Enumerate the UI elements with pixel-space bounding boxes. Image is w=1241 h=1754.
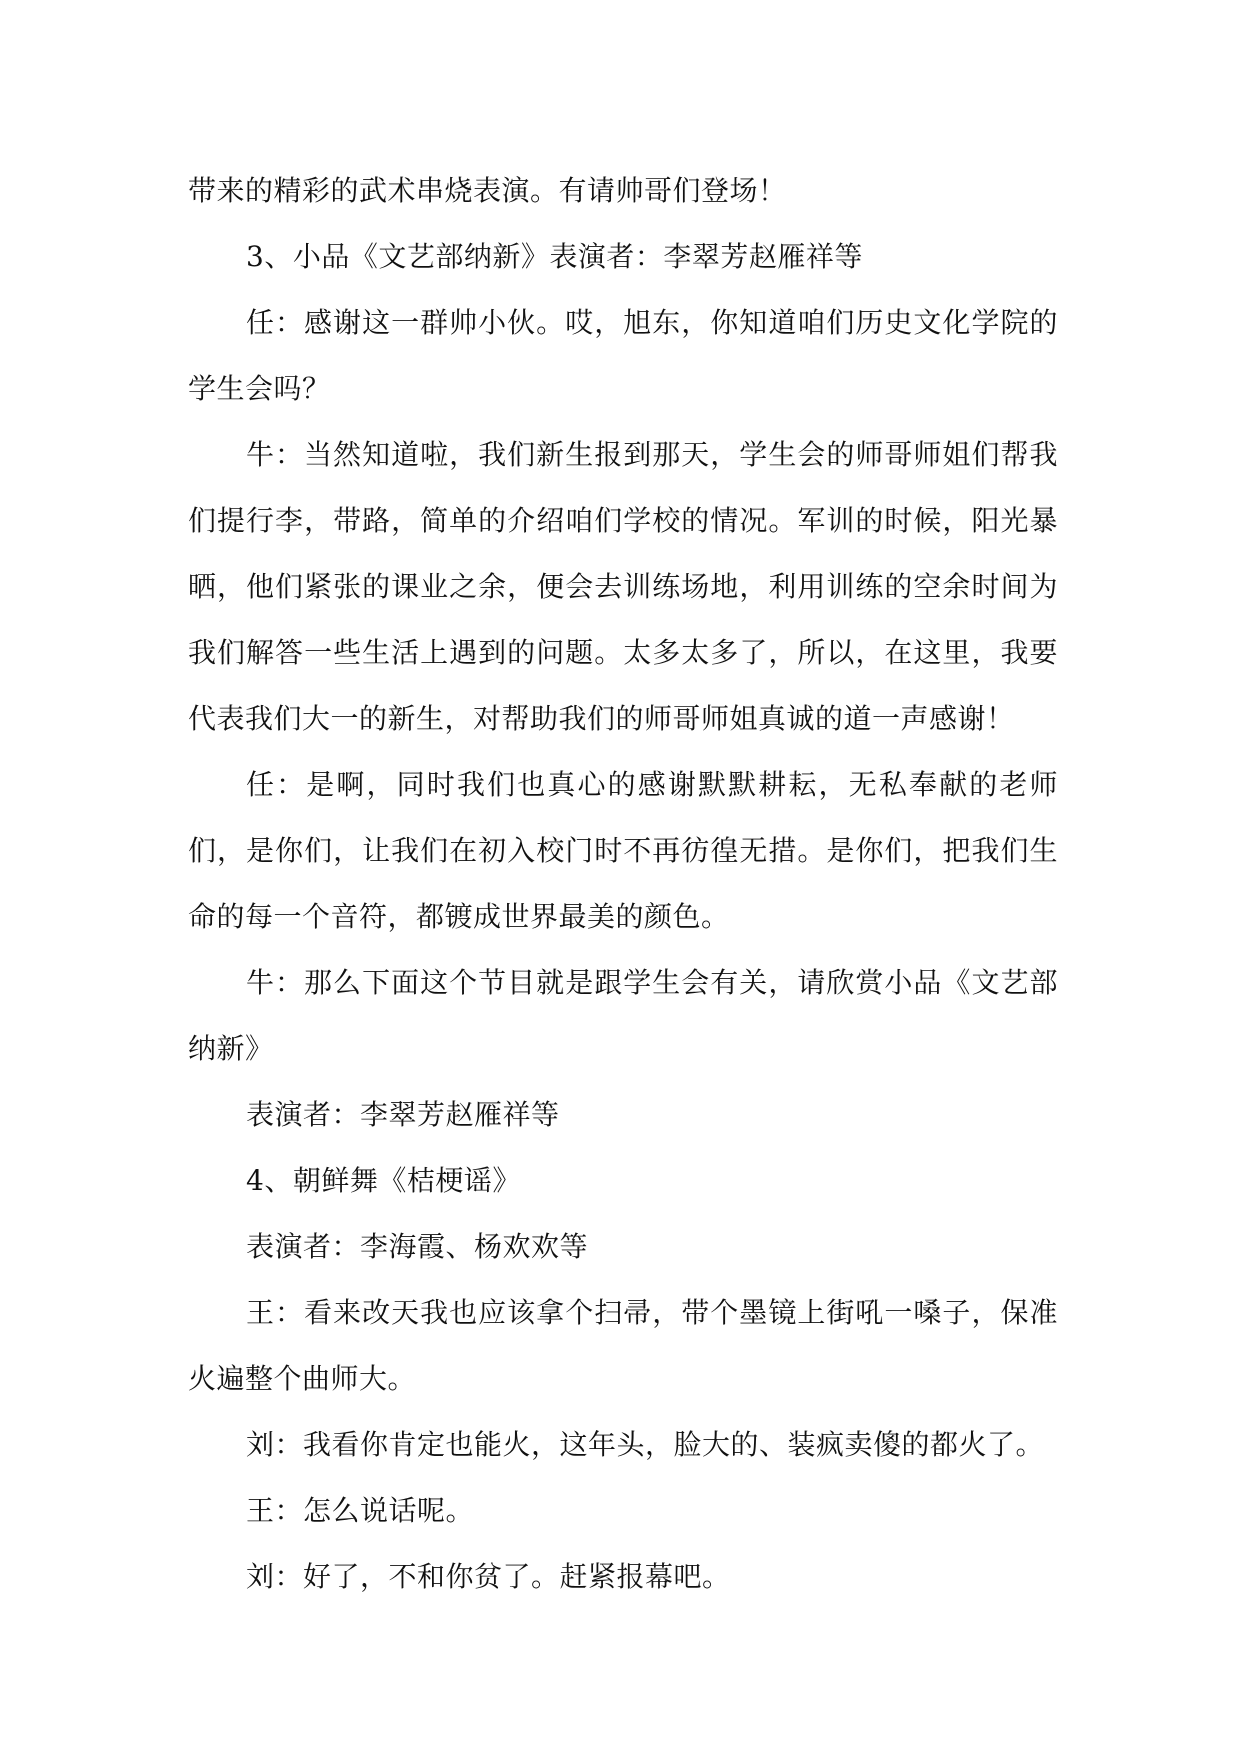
- paragraph-dialogue-wang-1: 王：看来改天我也应该拿个扫帚，带个墨镜上街吼一嗓子，保准火遍整个曲师大。: [188, 1296, 1058, 1395]
- paragraph-dialogue-ren-1: 任：感谢这一群帅小伙。哎，旭东，你知道咱们历史文化学院的学生会吗？: [188, 306, 1058, 405]
- paragraph-dialogue-liu-1: 刘：我看你肯定也能火，这年头，脸大的、装疯卖傻的都火了。: [246, 1428, 1045, 1461]
- paragraph-program-4: 4、朝鲜舞《桔梗谣》: [246, 1164, 521, 1197]
- document-body: [188, 158, 1058, 1610]
- paragraph-continuation: 带来的精彩的武术串烧表演。有请帅哥们登场！: [188, 174, 787, 207]
- paragraph-program-3: 3、小品《文艺部纳新》表演者：李翠芳赵雁祥等: [246, 240, 863, 273]
- paragraph-performers-2: 表演者：李海霞、杨欢欢等: [246, 1230, 589, 1263]
- paragraph-dialogue-wang-2: 王：怎么说话呢。: [246, 1494, 475, 1527]
- paragraph-dialogue-ren-2: 任：是啊，同时我们也真心的感谢默默耕耘，无私奉献的老师们，是你们，让我们在初入校门时不再彷徨无措。是你们，把我们生命的每一个音符，都镀成世界最美的颜色。: [188, 768, 1058, 933]
- paragraph-performers-1: 表演者：李翠芳赵雁祥等: [246, 1098, 560, 1131]
- paragraph-dialogue-liu-2: 刘：好了，不和你贫了。赶紧报幕吧。: [246, 1560, 731, 1593]
- paragraph-dialogue-niu-2: 牛：那么下面这个节目就是跟学生会有关，请欣赏小品《文艺部纳新》: [188, 966, 1058, 1065]
- paragraph-dialogue-niu-1: 牛：当然知道啦，我们新生报到那天，学生会的师哥师姐们帮我们提行李，带路，简单的介绍咱们学校的情况。军训的时候，阳光暴晒，他们紧张的课业之余，便会去训练场地，利用训练的空余时间为我们解答一些生活上遇到的问题。太多太多了，所以，在这里，我要代表我们大一的新生，对帮助我们的师哥师姐真诚的道一声感谢！: [188, 438, 1058, 735]
